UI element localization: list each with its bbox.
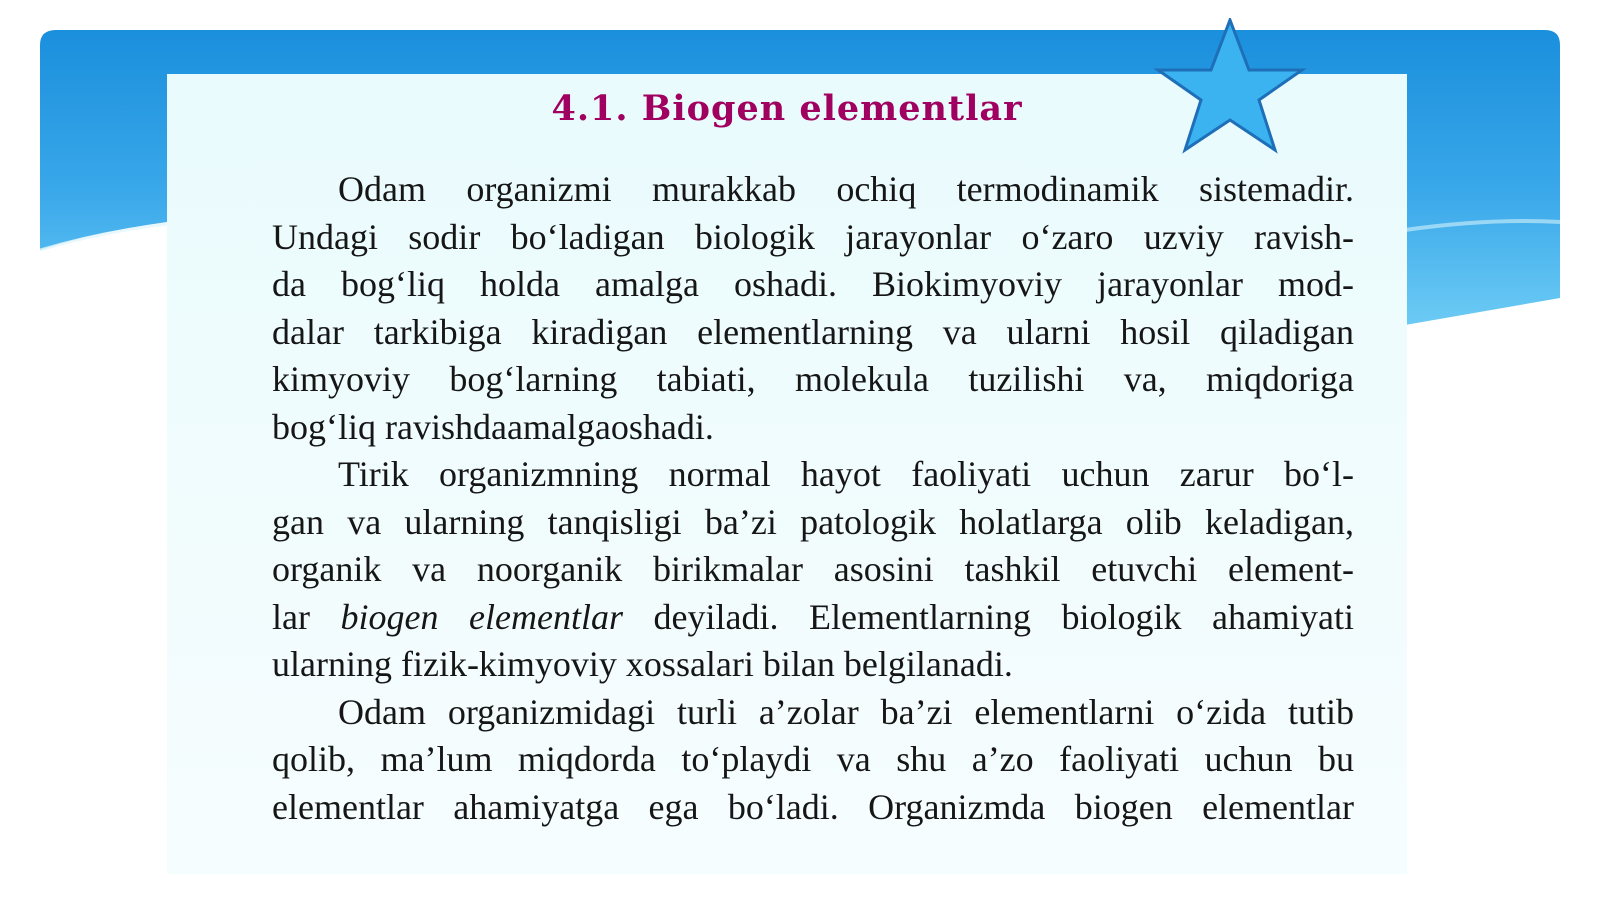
text-line: qolib, ma’lum miqdorda to‘playdi va shu a’zo faoliyati uchun bu <box>272 739 1354 779</box>
text-line: Odam organizmidagi turli a’zolar ba’zi elementlarni o‘zida tutib <box>338 691 1354 732</box>
text-segment: deyiladi. Elementlarning biologik ahamiyati <box>623 596 1355 637</box>
text-line: Tirik organizmning normal hayot faoliyati uchun zarur bo‘l- <box>338 454 1354 494</box>
text-line: organik va noorganik birikmalar asosini tashkil etuvchi element- <box>272 549 1354 589</box>
text-line: Odam organizmi murakkab ochiq termodinamik sistemadir. <box>338 169 1354 209</box>
text-line: elementlar ahamiyatga ega bo‘ladi. Organizmda biogen elementlar <box>272 786 1354 827</box>
paragraph-2 <box>272 451 1354 689</box>
page-title: 4.1. Biogen elementlar <box>551 88 1023 129</box>
text-line: ularning fizik-kimyoviy xossalari bilan belgilanadi. <box>272 644 1013 684</box>
term-biogen-elementlar: biogen elementlar <box>340 596 623 637</box>
text-line: da bog‘liq holda amalga oshadi. Biokimyoviy jarayonlar mod- <box>272 264 1354 304</box>
text-line <box>272 594 1354 642</box>
text-line: gan va ularning tanqisligi ba’zi patologik holatlarga olib keladigan, <box>272 501 1354 542</box>
text-line: kimyoviy bog‘larning tabiati, molekula tuzilishi va, miqdoriga <box>272 359 1354 399</box>
text-line: bog‘liq ravishdaamalgaoshadi. <box>272 406 714 447</box>
paragraph-3 <box>272 689 1354 832</box>
paragraph-1 <box>272 166 1354 451</box>
body-text <box>272 166 1354 831</box>
text-line: dalar tarkibiga kiradigan elementlarning va ularni hosil qiladigan <box>272 311 1354 352</box>
star-icon <box>1150 18 1310 154</box>
text-segment: lar <box>272 596 341 637</box>
text-line: Undagi sodir bo‘ladigan biologik jarayonlar o‘zaro uzviy ravish- <box>272 216 1354 257</box>
